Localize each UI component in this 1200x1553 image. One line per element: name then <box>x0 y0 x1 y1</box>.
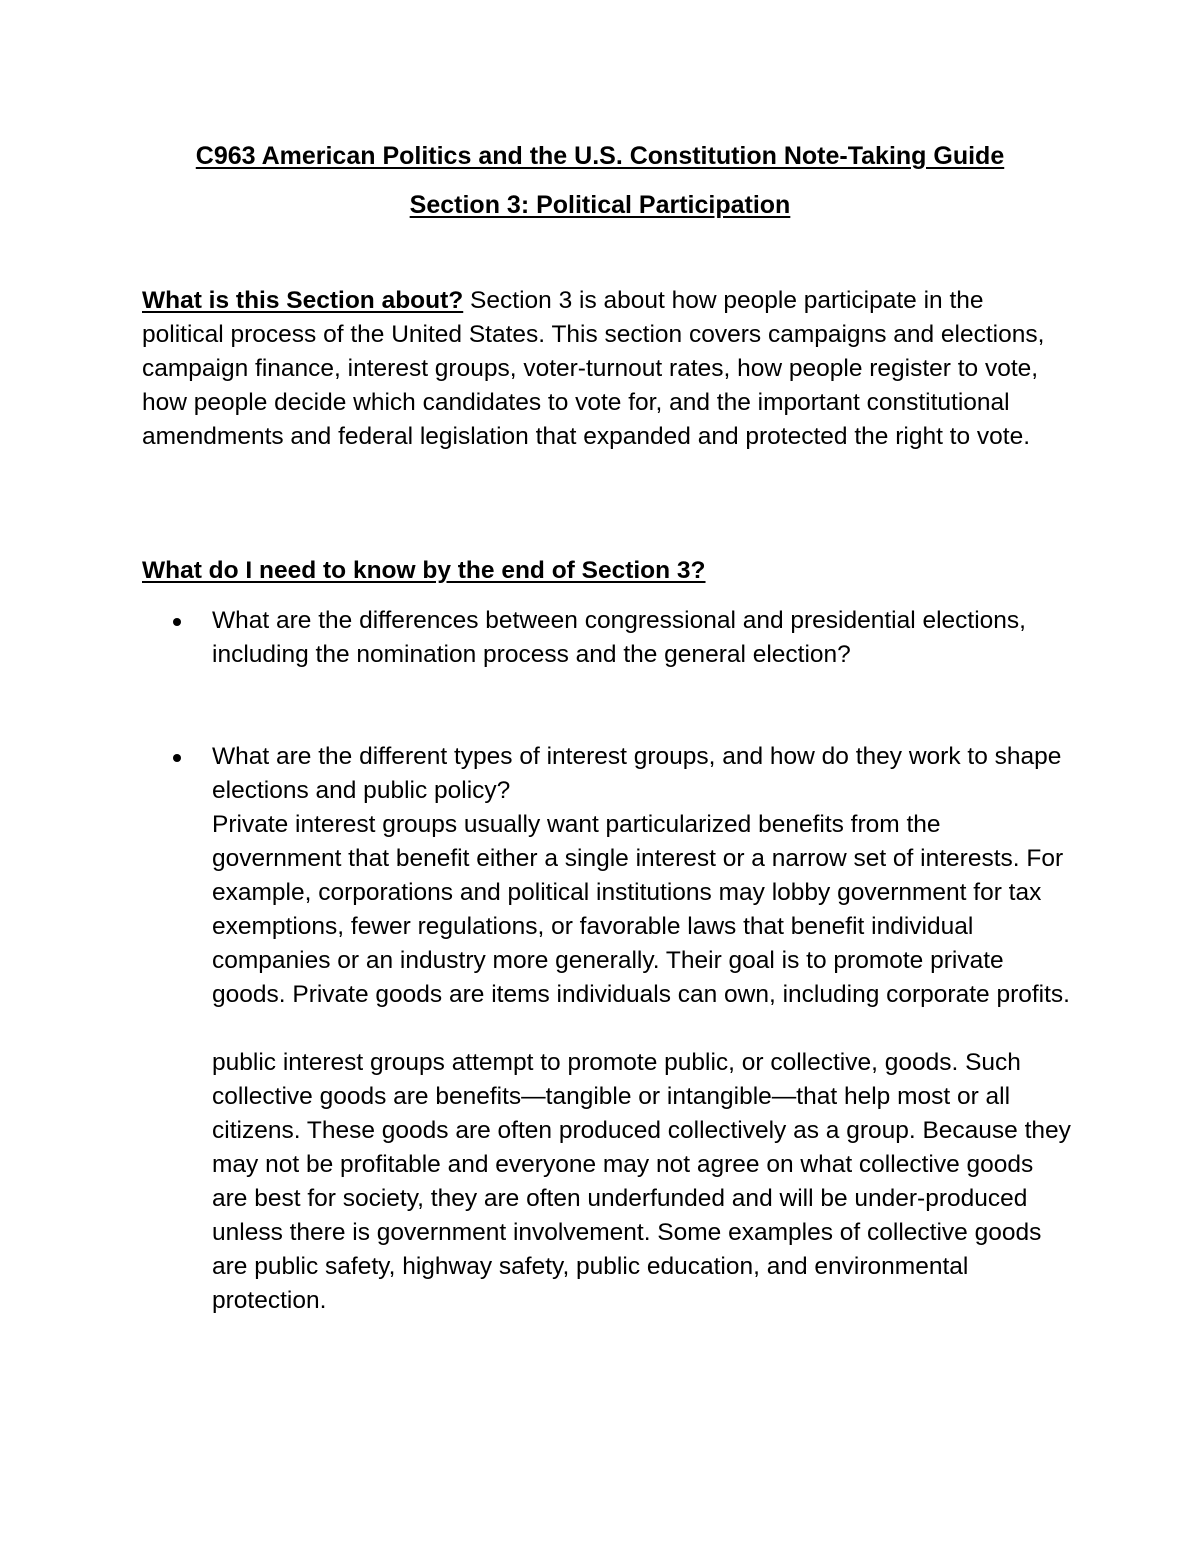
list-item <box>212 604 1072 672</box>
private-interest-groups-answer: Private interest groups usually want particularized benefits from the government that benefit either a single interest or a narrow set of interests. For example, corporations and political institutions may lobby government for tax exemptions, fewer regulations, or favorable laws that benefit individual companies or an industry more generally. Their goal is to promote private goods. Private goods are items individuals can own, including corporate profits. <box>212 811 1070 1008</box>
bullet-question: What are the differences between congressional and presidential elections, including the nomination process and the general election? <box>212 607 1026 668</box>
learning-goals-heading: What do I need to know by the end of Section 3? <box>142 557 706 584</box>
section-about-paragraph <box>142 284 1072 454</box>
list-item <box>212 740 1072 1318</box>
section-about-heading: What is this Section about? <box>142 287 464 314</box>
bullet-question: What are the different types of interest groups, and how do they work to shape elections and public policy? <box>212 743 1062 804</box>
public-interest-groups-answer: public interest groups attempt to promote public, or collective, goods. Such collective goods are benefits—tangible or intangible—that help most or all citizens. These goods are often produced collectively as a group. Because they may not be profitable and everyone may not agree on what collective goods are best for society, they are often underfunded and will be under-produced unless there is government involvement. Some examples of collective goods are public safety, highway safety, public education, and environmental protection. <box>212 1049 1071 1314</box>
section-about-text: Section 3 is about how people participate in the political process of the United States. This section covers campaigns and elections, campaign finance, interest groups, voter-turnout rates, how people register to vote, how people decide which candidates to vote for, and the important constitutional amendments and federal legislation that expanded and protected the right to vote. <box>142 287 1045 450</box>
bullet-icon <box>173 618 181 626</box>
bullet-icon <box>173 754 181 762</box>
document-title: C963 American Politics and the U.S. Constitution Note-Taking Guide <box>195 142 1005 170</box>
section-title: Section 3: Political Participation <box>409 191 791 219</box>
